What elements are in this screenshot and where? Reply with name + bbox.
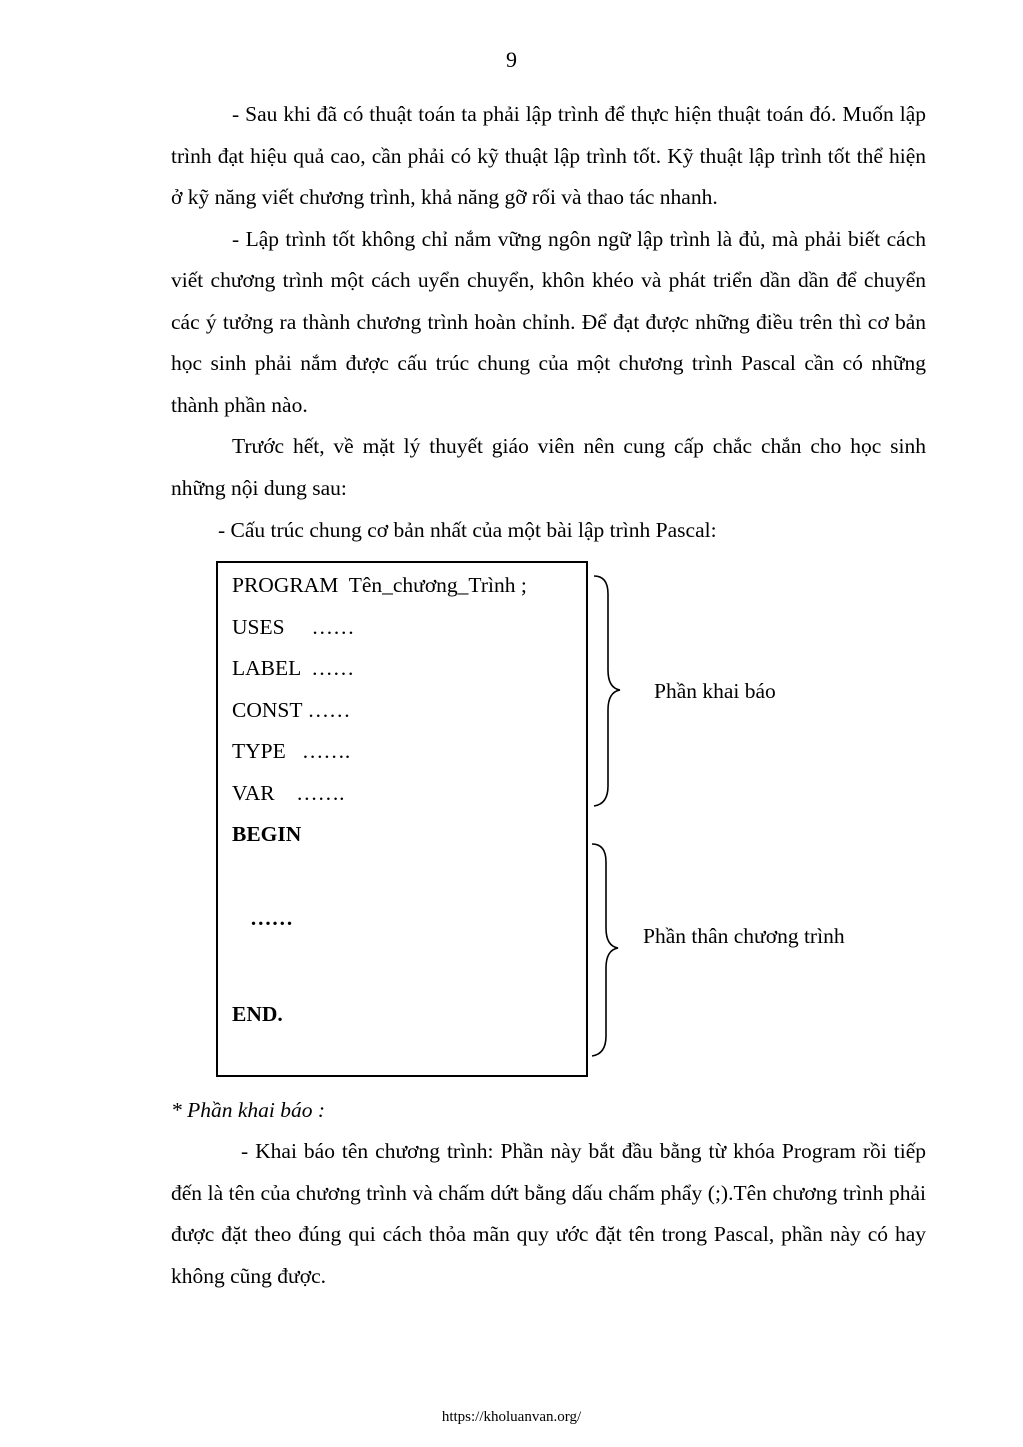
code-begin: BEGIN (232, 822, 302, 846)
code-program: PROGRAM Tên_chương_Trình ; (232, 573, 527, 597)
code-label: LABEL …… (232, 656, 355, 680)
body-brace (588, 840, 628, 1062)
code-const: CONST …… (232, 698, 351, 722)
declaration-text (171, 1131, 926, 1297)
paragraph-technique: - Sau khi đã có thuật toán ta phải lập trình để thực hiện thuật toán đó. Muốn lập trình đạt hiệu quả cao, cần phải có kỹ thuật lập trình tốt. Kỹ thuật lập trình tốt thể hiện ở kỹ năng viết chương trình, khả năng gỡ rối và thao tác nhanh. (171, 102, 926, 209)
structure-intro: - Cấu trúc chung cơ bản nhất của một bài lập trình Pascal: (218, 518, 717, 542)
body-label: Phần thân chương trình (643, 924, 845, 948)
declaration-label: Phần khai báo (654, 679, 776, 703)
section-heading: * Phần khai báo : (171, 1098, 326, 1122)
paragraph-theory: Trước hết, về mặt lý thuyết giáo viên nên cung cấp chắc chắn cho học sinh những nội dung sau: (171, 434, 926, 500)
code-uses: USES …… (232, 615, 355, 639)
pascal-structure-box (216, 561, 588, 1077)
code-var: VAR ……. (232, 781, 345, 805)
code-end: END. (232, 1002, 283, 1026)
page-number: 9 (506, 47, 517, 72)
footer-url: https://kholuanvan.org/ (441, 1409, 582, 1425)
paragraph-good-programming: - Lập trình tốt không chỉ nắm vững ngôn ngữ lập trình là đủ, mà phải biết cách viết chương trình một cách uyển chuyển, khôn khéo và phát triển dần dần để chuyển các ý tưởng ra thành chương trình hoàn chỉnh. Để đạt được những điều trên thì cơ bản học sinh phải nắm được cấu trúc chung của một chương trình Pascal cần có những thành phần nào. (171, 226, 926, 417)
code-body: …… (250, 906, 293, 930)
code-type: TYPE ……. (232, 739, 351, 763)
declaration-brace (590, 572, 630, 812)
paragraph-program-name: - Khai báo tên chương trình: Phần này bắt đầu bằng từ khóa Program rồi tiếp đến là tên của chương trình và chấm dứt bằng dấu chấm phẩy (;).Tên chương trình phải được đặt theo đúng qui cách thỏa mãn quy ước đặt tên trong Pascal, phần này có hay không cũng được. (171, 1139, 926, 1288)
intro-text (171, 94, 926, 509)
